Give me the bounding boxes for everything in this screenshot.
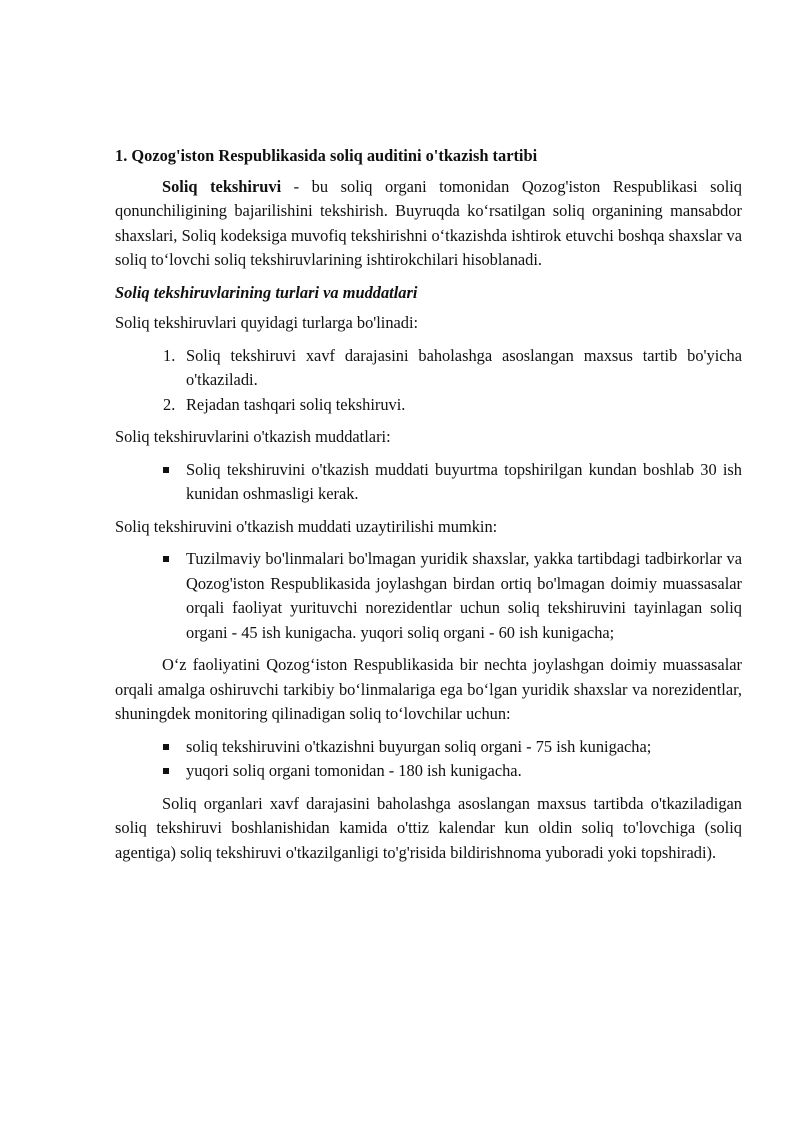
multi-list bbox=[115, 735, 742, 784]
intro-term: Soliq tekshiruvi bbox=[162, 176, 282, 196]
list-item-text: soliq tekshiruvini o'tkazishni buyurgan soliq organi - 75 ish kunigacha; bbox=[186, 736, 652, 756]
square-bullet-icon bbox=[163, 467, 169, 473]
types-intro: Soliq tekshiruvlari quyidagi turlarga bo'linadi: bbox=[115, 313, 419, 332]
closing-paragraph: Soliq organlari xavf darajasini baholashga asoslangan maxsus tartibda o'tkaziladigan soliq tekshiruvi boshlanishidan kamida o'ttiz kalendar kun oldin soliq to'lovchiga (soliq agentiga) soliq tekshiruvi o'tkazilganligi to'g'risida bildirishnoma yuboradi yoki topshiradi). bbox=[115, 793, 742, 862]
list-item bbox=[115, 393, 742, 418]
list-item-text: yuqori soliq organi tomonidan - 180 ish kunigacha. bbox=[186, 761, 522, 780]
list-item bbox=[115, 547, 742, 645]
list-number: 2. bbox=[163, 394, 176, 414]
list-item bbox=[115, 759, 742, 784]
list-item bbox=[115, 344, 742, 393]
list-item bbox=[115, 735, 742, 760]
list-item-text: Rejadan tashqari soliq tekshiruvi. bbox=[186, 394, 406, 414]
section-heading: 1. Qozog'iston Respublikasida soliq auditini o'tkazish tartibi bbox=[115, 146, 538, 165]
intro-paragraph bbox=[115, 175, 742, 273]
list-number: 1. bbox=[163, 345, 176, 365]
intro-text: - bu soliq organi tomonidan Qozog'iston Respublikasi soliq qonunchiligining bajarilishini tekshirish. Buyruqda ko‘rsatilgan soliq organining mansabdor shaxslari, Soliq kodeksiga muvofiq tekshirishni o‘tkazishda ishtirok etuvchi boshqa shaxslar va soliq to‘lovchi soliq tekshiruvlarining ishtirokchilari hisoblanadi. bbox=[115, 176, 743, 269]
list-item bbox=[115, 458, 742, 507]
multi-paragraph: O‘z faoliyatini Qozog‘iston Respublikasida bir nechta joylashgan doimiy muassasalar orqali amalga oshiruvchi tarkibiy bo‘linmalariga ega bo‘lgan yuridik shaxslar va norezidentlar, shuningdek monitoring qilinadigan soliq to‘lovchilar uchun: bbox=[115, 655, 742, 723]
list-item-text: Soliq tekshiruvi xavf darajasini baholashga asoslangan maxsus tartib bo'yicha o'tkaziladi. bbox=[186, 345, 742, 389]
extension-intro: Soliq tekshiruvini o'tkazish muddati uzaytirilishi mumkin: bbox=[115, 516, 498, 536]
square-bullet-icon bbox=[163, 744, 169, 750]
terms-intro: Soliq tekshiruvlarini o'tkazish muddatlari: bbox=[115, 427, 391, 446]
square-bullet-icon bbox=[163, 556, 169, 562]
square-bullet-icon bbox=[163, 768, 169, 774]
document-body bbox=[115, 144, 742, 865]
subsection-heading: Soliq tekshiruvlarining turlari va muddatlari bbox=[115, 282, 418, 302]
list-item-text: Tuzilmaviy bo'linmalari bo'lmagan yuridik shaxslar, yakka tartibdagi tadbirkorlar va Qozog'iston Respublikasida joylashgan birdan ortiq bo'lmagan doimiy muassasalar orqali faoliyat yurituvchi norezidentlar uchun soliq tekshiruvini tayinlagan soliq organi - 45 ish kunigacha. yuqori soliq organi - 60 ish kunigacha; bbox=[186, 549, 742, 642]
types-list bbox=[115, 344, 742, 418]
terms-list bbox=[115, 458, 742, 507]
extensions-list bbox=[115, 547, 742, 645]
list-item-text: Soliq tekshiruvini o'tkazish muddati buyurtma topshirilgan kundan boshlab 30 ish kunidan oshmasligi kerak. bbox=[186, 459, 742, 503]
